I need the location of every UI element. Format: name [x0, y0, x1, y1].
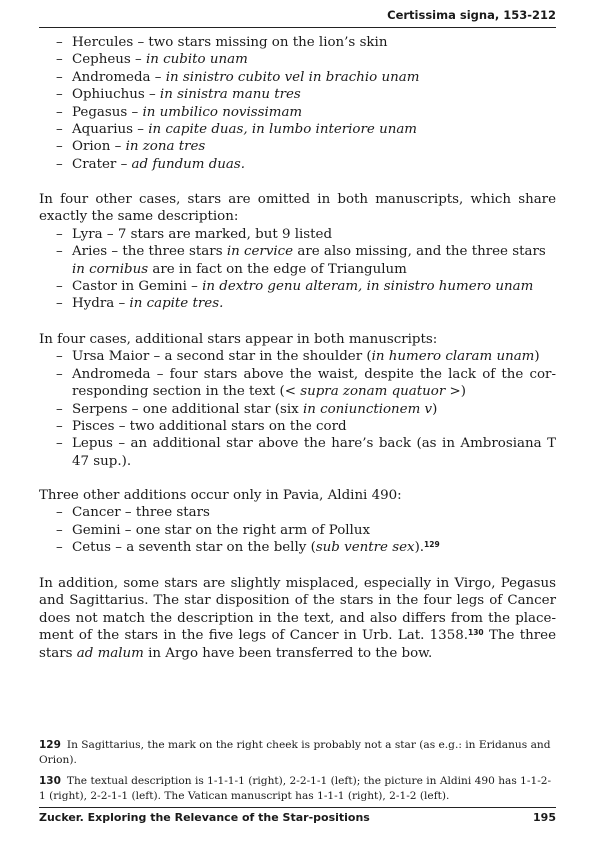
footnote-marker: 129: [424, 540, 440, 550]
list-item: – Orion – in zona tres: [39, 138, 556, 155]
additional-both-section: [39, 331, 556, 470]
list-item: – Cetus – a seventh star on the belly (sub ventre sex).$^{129}$: [39, 539, 556, 556]
pavia-additions-list: [39, 504, 556, 556]
list-item: – Crater – ad fundum duas.: [39, 156, 556, 173]
paragraph: In four cases, additional stars appear in both manuscripts:: [39, 332, 438, 347]
pavia-additions-section: [39, 487, 556, 557]
list-item: – Hydra – in capite tres.: [39, 295, 556, 312]
footnote-number: 129: [39, 739, 61, 751]
list-item: – Hercules – two stars missing on the lion’s skin: [39, 34, 556, 51]
running-head: Certissima signa, 153-212: [387, 8, 556, 22]
list-item: – Serpens – one additional star (six in coniunctionem v): [39, 401, 556, 418]
paragraph: In four other cases, stars are omitted in both manuscripts, which share exactly the same description:: [39, 192, 556, 225]
footnote-text: In Sagittarius, the mark on the right cheek is probably not a star (as e.g.: in Eridanus and Orion).: [39, 739, 551, 766]
footnote-marker: 130: [467, 628, 484, 638]
list-item: – Andromeda – in sinistro cubito vel in brachio unam: [39, 69, 556, 86]
footer-rule: [39, 807, 556, 808]
list-item: – Aries – the three stars in cervice are also missing, and the three stars in cornibus are in fact on the edge of Triangulum: [39, 243, 556, 278]
misplaced-stars-section: [39, 575, 556, 662]
footnote-130: [39, 774, 556, 804]
footnote-129: [39, 738, 556, 768]
list-item: – Castor in Gemini – in dextro genu alteram, in sinistro humero unam: [39, 278, 556, 295]
paragraph: Three other additions occur only in Pavia, Aldini 490:: [39, 488, 402, 503]
footnote-text: The textual description is 1-1-1-1 (right), 2-2-1-1 (left); the picture in Aldini 490 has 1-1-2-1 (right), 2-2-1-1 (left). The Vatican manuscript has 1-1-1 (right), 2-1-2 (left).: [39, 775, 552, 802]
list-item: – Lyra – 7 stars are marked, but 9 listed: [39, 226, 556, 243]
missing-stars-list-block: [39, 34, 556, 173]
list-item: – Pegasus – in umbilico novissimam: [39, 104, 556, 121]
list-item: – Ophiuchus – in sinistra manu tres: [39, 86, 556, 103]
paragraph: In addition, some stars are slightly misplaced, especially in Virgo, Pegasus and Sagittarius. The star disposition of the stars in the four legs of Cancer does not match the description in the text, and also differs from the placement of the stars in the five legs of Cancer in Urb. Lat. 1358.$^{130}$ The three stars ad malum in Argo have been transferred to the bow.: [39, 576, 556, 661]
list-item: – Cancer – three stars: [39, 504, 556, 521]
list-item: – Aquarius – in capite duas, in lumbo interiore unam: [39, 121, 556, 138]
list-item: – Andromeda – four stars above the waist, despite the lack of the corresponding section in the text (< supra zonam quatuor >): [39, 366, 556, 401]
additional-both-list: [39, 348, 556, 470]
list-item: – Pisces – two additional stars on the cord: [39, 418, 556, 435]
page-number: 195: [533, 811, 556, 824]
footnote-number: 130: [39, 775, 61, 787]
omitted-both-section: [39, 191, 556, 313]
list-item: – Cepheus – in cubito unam: [39, 51, 556, 68]
header-rule: [39, 27, 556, 28]
list-item: – Ursa Maior – a second star in the shoulder (in humero claram unam): [39, 348, 556, 365]
list-item: – Lepus – an additional star above the hare’s back (as in Ambrosiana T 47 sup.).: [39, 435, 556, 470]
list-item: – Gemini – one star on the right arm of Pollux: [39, 522, 556, 539]
omitted-both-list: [39, 226, 556, 313]
footnotes: [39, 738, 556, 810]
missing-stars-list: [39, 34, 556, 173]
footer-title: Zucker. Exploring the Relevance of the Star-positions: [39, 811, 370, 824]
